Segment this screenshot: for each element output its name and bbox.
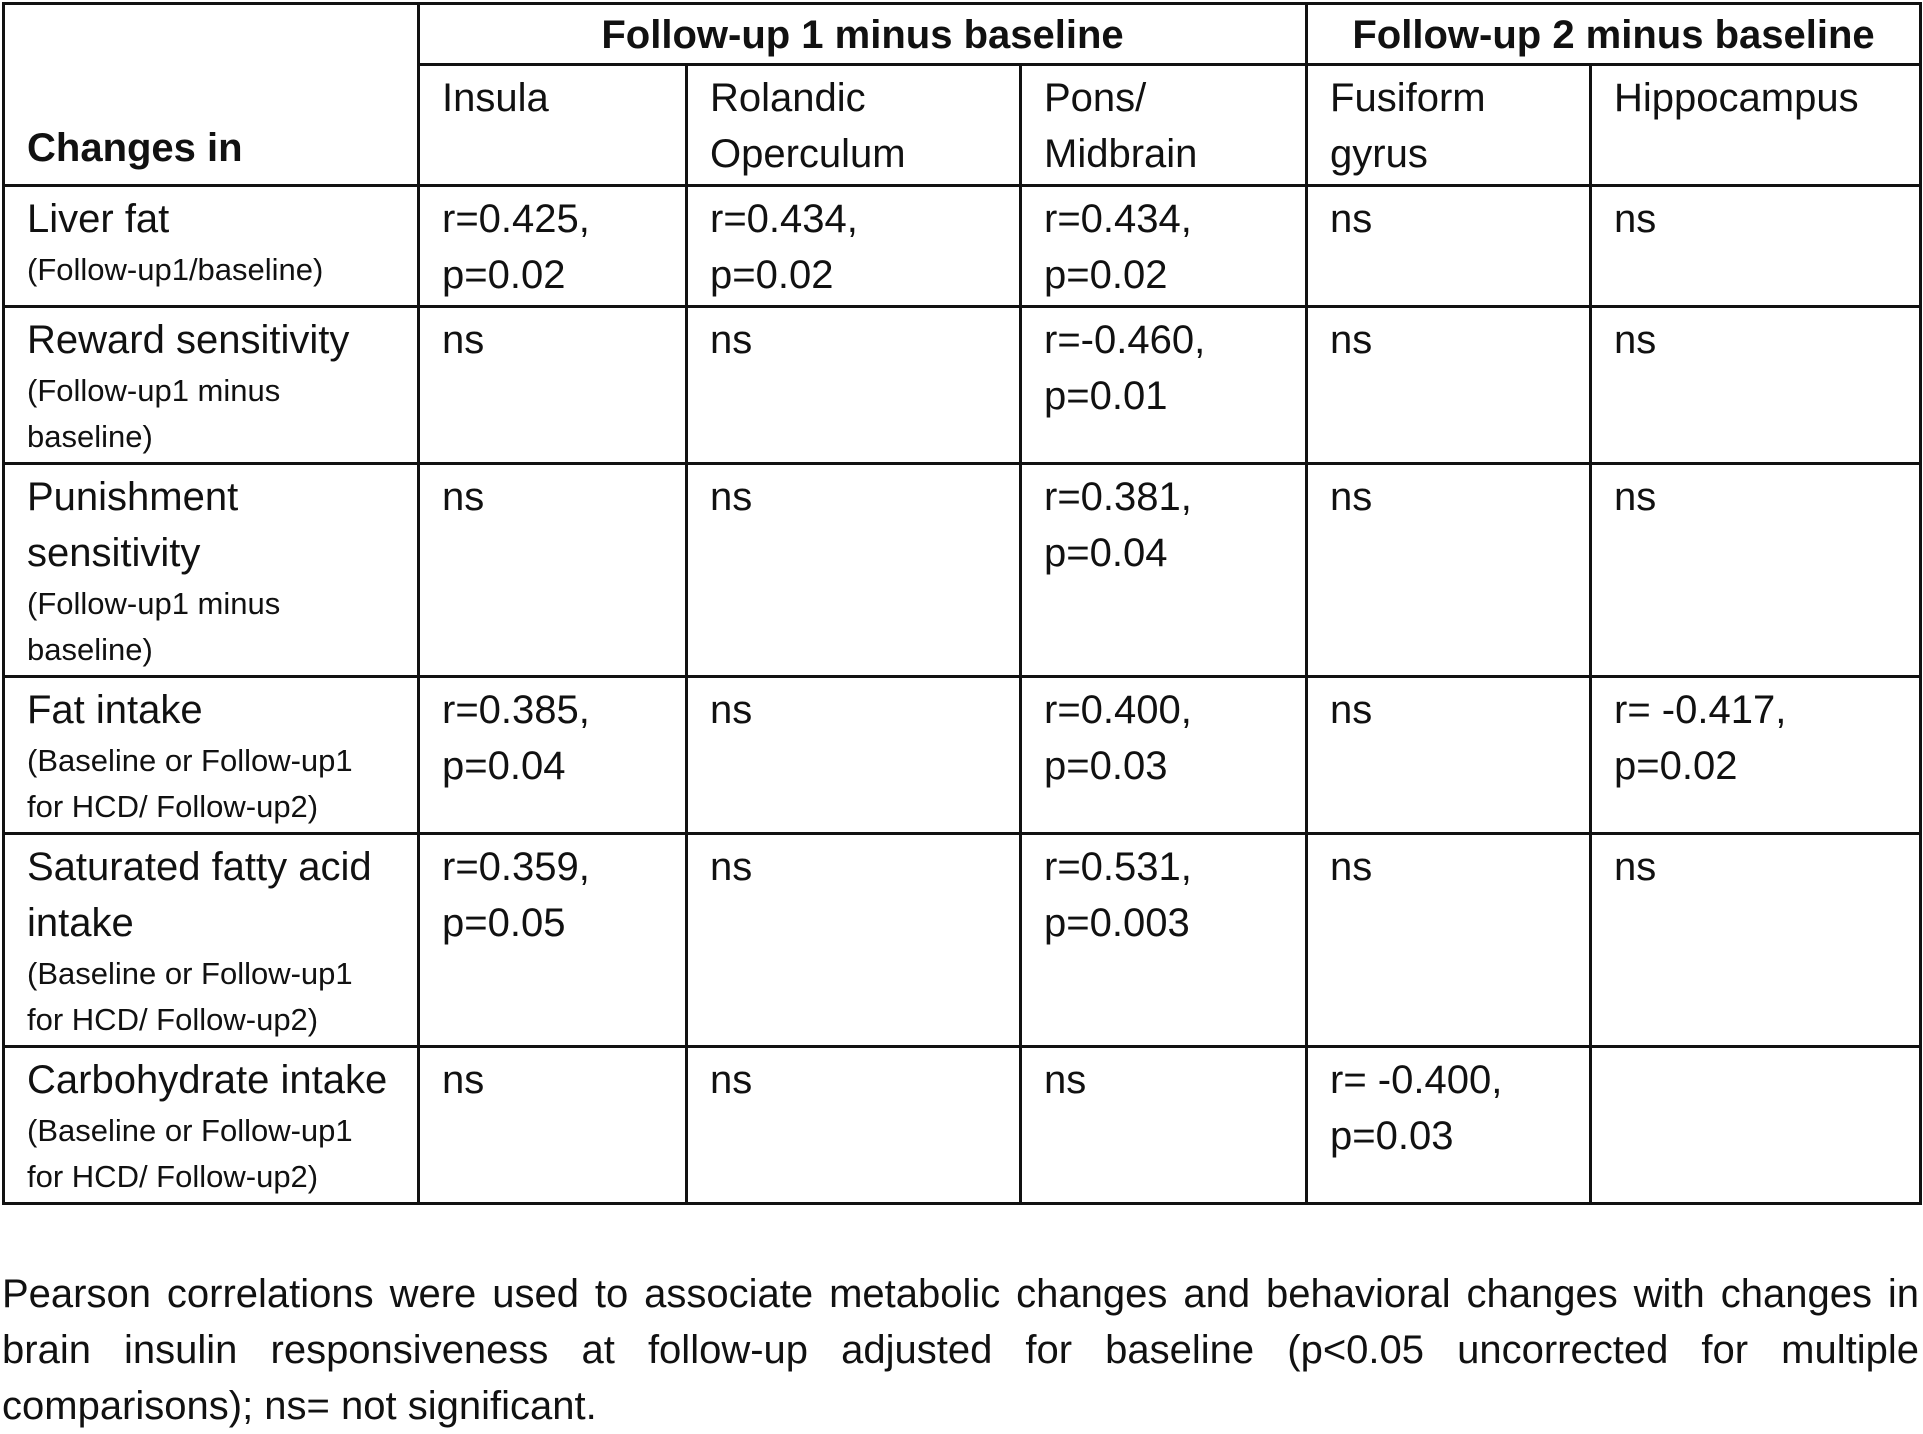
row-label: Punishment sensitivity xyxy=(27,475,239,575)
cell-value: r=0.381, xyxy=(1044,475,1192,519)
table-cell xyxy=(1307,307,1591,464)
table-cell xyxy=(1591,186,1921,307)
cell-value: p=0.02 xyxy=(1044,253,1168,297)
table-body xyxy=(4,186,1921,1204)
column-header-line: Rolandic xyxy=(710,76,866,120)
row-label-cell xyxy=(4,1047,419,1204)
table-cell xyxy=(1307,834,1591,1047)
column-header-rolandic-operculum xyxy=(687,65,1021,186)
table-cell xyxy=(1307,186,1591,307)
cell-value: r=-0.460, xyxy=(1044,318,1206,362)
row-sublabel: (Follow-up1 minus baseline) xyxy=(27,373,281,454)
corner-header: Changes in xyxy=(4,4,419,186)
cell-value: ns xyxy=(710,845,753,889)
column-header-fusiform-gyrus xyxy=(1307,65,1591,186)
row-sublabel: (Follow-up1 minus baseline) xyxy=(27,586,281,667)
cell-value: r=0.400, xyxy=(1044,688,1192,732)
table-cell xyxy=(1591,677,1921,834)
cell-value: r=0.425, xyxy=(442,197,590,241)
row-label-cell xyxy=(4,677,419,834)
cell-value: r= -0.400, xyxy=(1330,1058,1503,1102)
cell-value: r=0.359, xyxy=(442,845,590,889)
table-cell xyxy=(419,186,687,307)
cell-value: r=0.434, xyxy=(1044,197,1192,241)
cell-value: ns xyxy=(442,318,485,362)
table-cell xyxy=(1591,1047,1921,1204)
table-cell xyxy=(419,1047,687,1204)
table-cell xyxy=(687,464,1021,677)
table-cell xyxy=(419,307,687,464)
table-cell xyxy=(1591,464,1921,677)
cell-value: ns xyxy=(1330,318,1373,362)
cell-value: r=0.531, xyxy=(1044,845,1192,889)
column-header-insula xyxy=(419,65,687,186)
cell-value: p=0.02 xyxy=(1614,744,1738,788)
row-label: Liver fat xyxy=(27,197,170,241)
cell-value: ns xyxy=(1330,475,1373,519)
row-label-cell xyxy=(4,307,419,464)
table-cell xyxy=(1591,307,1921,464)
table-cell xyxy=(687,307,1021,464)
group-header-row xyxy=(4,4,1921,65)
cell-value: r=0.434, xyxy=(710,197,858,241)
table-cell xyxy=(1021,307,1307,464)
row-label: Reward sensitivity xyxy=(27,318,350,362)
column-header-line: Operculum xyxy=(710,132,906,176)
cell-value: r= -0.417, xyxy=(1614,688,1787,732)
row-label-cell xyxy=(4,464,419,677)
row-sublabel: (Baseline or Follow-up1 for HCD/ Follow-up2) xyxy=(27,743,353,824)
cell-value: ns xyxy=(1330,197,1373,241)
table-row xyxy=(4,186,1921,307)
cell-value: ns xyxy=(710,318,753,362)
cell-value: p=0.03 xyxy=(1044,744,1168,788)
row-sublabel: (Baseline or Follow-up1 for HCD/ Follow-up2) xyxy=(27,956,353,1037)
cell-value: ns xyxy=(710,688,753,732)
column-header-line: Midbrain xyxy=(1044,132,1198,176)
table-row xyxy=(4,464,1921,677)
table-cell xyxy=(1021,834,1307,1047)
group-header-follow-up-2: Follow-up 2 minus baseline xyxy=(1307,4,1921,65)
table-cell xyxy=(687,1047,1021,1204)
cell-value: p=0.04 xyxy=(1044,531,1168,575)
table-row xyxy=(4,1047,1921,1204)
table-footnote: Pearson correlations were used to associate metabolic changes and behavioral changes with changes in brain insulin responsiveness at follow-up adjusted for baseline (p<0.05 uncorrected for multiple comparisons); ns= not significant. xyxy=(2,1272,1919,1428)
cell-value: ns xyxy=(710,475,753,519)
cell-value: ns xyxy=(1330,688,1373,732)
table-cell xyxy=(1307,677,1591,834)
table-row xyxy=(4,677,1921,834)
row-sublabel: (Follow-up1/baseline) xyxy=(27,252,324,287)
cell-value: ns xyxy=(1614,475,1657,519)
row-label-cell xyxy=(4,834,419,1047)
row-sublabel: (Baseline or Follow-up1 for HCD/ Follow-up2) xyxy=(27,1113,353,1194)
table-cell xyxy=(687,186,1021,307)
column-header-line: Pons/ xyxy=(1044,76,1147,120)
table-cell xyxy=(1021,464,1307,677)
column-header-line: Hippocampus xyxy=(1614,76,1859,120)
column-header-pons-midbrain xyxy=(1021,65,1307,186)
row-label: Carbohydrate intake xyxy=(27,1058,388,1102)
cell-value: ns xyxy=(1614,318,1657,362)
table-cell xyxy=(419,834,687,1047)
column-header-line: Fusiform xyxy=(1330,76,1486,120)
row-label: Saturated fatty acid intake xyxy=(27,845,372,945)
table-row xyxy=(4,834,1921,1047)
table-cell xyxy=(419,677,687,834)
table-cell xyxy=(1021,1047,1307,1204)
cell-value: p=0.01 xyxy=(1044,374,1168,418)
cell-value: p=0.02 xyxy=(710,253,834,297)
table-row xyxy=(4,307,1921,464)
table-cell xyxy=(687,834,1021,1047)
cell-value: ns xyxy=(1614,197,1657,241)
cell-value: ns xyxy=(442,475,485,519)
table-cell xyxy=(1307,1047,1591,1204)
table-cell xyxy=(687,677,1021,834)
table-cell xyxy=(419,464,687,677)
cell-value: p=0.05 xyxy=(442,901,566,945)
column-header-line: gyrus xyxy=(1330,132,1428,176)
column-header-line: Insula xyxy=(442,76,549,120)
cell-value: ns xyxy=(710,1058,753,1102)
table-cell xyxy=(1591,834,1921,1047)
cell-value: ns xyxy=(1044,1058,1087,1102)
cell-value: ns xyxy=(1614,845,1657,889)
table-cell xyxy=(1021,677,1307,834)
column-header-hippocampus xyxy=(1591,65,1921,186)
table-cell xyxy=(1021,186,1307,307)
cell-value: ns xyxy=(1330,845,1373,889)
table-cell xyxy=(1307,464,1591,677)
group-header-follow-up-1: Follow-up 1 minus baseline xyxy=(419,4,1307,65)
cell-value: p=0.02 xyxy=(442,253,566,297)
cell-value: r=0.385, xyxy=(442,688,590,732)
cell-value: ns xyxy=(442,1058,485,1102)
row-label-cell xyxy=(4,186,419,307)
cell-value: p=0.04 xyxy=(442,744,566,788)
row-label: Fat intake xyxy=(27,688,203,732)
correlation-table xyxy=(2,2,1922,1205)
cell-value: p=0.03 xyxy=(1330,1114,1454,1158)
cell-value: p=0.003 xyxy=(1044,901,1190,945)
